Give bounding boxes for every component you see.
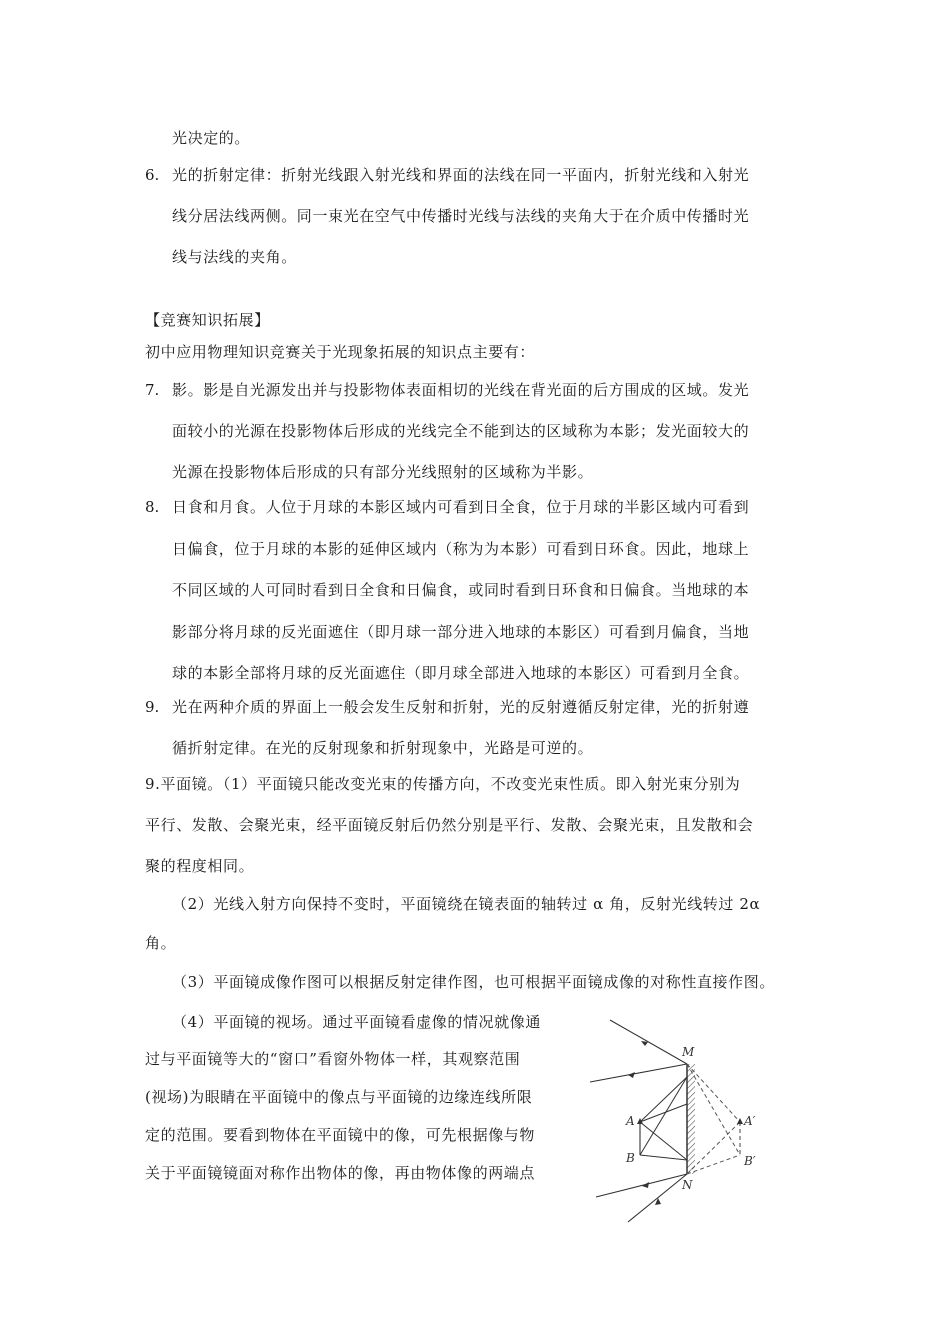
arrow-marker (641, 1041, 648, 1046)
mirror-hatching (687, 1064, 695, 1174)
item-number: 7. (145, 381, 160, 399)
mirror-line: （3）平面镜成像作图可以根据反射定律作图，也可根据平面镜成像的对称性直接作图。 (172, 973, 775, 991)
item-line: 球的本影全部将月球的反光面遮住（即月球全部进入地球的本影区）可看到月全食。 (172, 664, 750, 682)
label-m: M (682, 1045, 695, 1059)
mirror-line: 关于平面镜镜面对称作出物体的像，再由物体像的两端点 (145, 1164, 536, 1182)
item-line: 光的折射定律：折射光线跟入射光线和界面的法线在同一平面内，折射光线和入射光 (172, 166, 750, 184)
section-intro: 初中应用物理知识竞赛关于光现象拓展的知识点主要有： (145, 343, 536, 361)
item-line: 日食和月食。人位于月球的本影区域内可看到日全食，位于月球的半影区域内可看到 (172, 498, 750, 516)
item-number: 6. (145, 166, 160, 184)
mirror-line: (视场)为眼睛在平面镜中的像点与平面镜的边缘连线所限 (145, 1088, 533, 1106)
ray-line (640, 1077, 687, 1155)
label-b: B (626, 1151, 635, 1165)
item-line: 影部分将月球的反光面遮住（即月球一部分进入地球的本影区）可看到月偏食，当地 (172, 623, 750, 641)
ray-line (640, 1122, 687, 1160)
item-line: 不同区域的人可同时看到日全食和日偏食，或同时看到日环食和日偏食。当地球的本 (172, 581, 750, 599)
item-line: 光源在投影物体后形成的只有部分光线照射的区域称为半影。 (172, 463, 594, 481)
item-number: 8. (145, 498, 160, 516)
item-line: 线分居法线两侧。同一束光在空气中传播时光线与法线的夹角大于在介质中传播时光 (172, 207, 750, 225)
item-line: 循折射定律。在光的反射现象和折射现象中，光路是可逆的。 (172, 739, 594, 757)
ray-line (640, 1155, 687, 1160)
item-line: 光在两种介质的界面上一般会发生反射和折射，光的反射遵循反射定律，光的折射遵 (172, 698, 750, 716)
ray-line (640, 1104, 687, 1122)
mirror-line: （4）平面镜的视场。通过平面镜看虚像的情况就像通 (172, 1013, 541, 1031)
ray-top-in (610, 1020, 687, 1064)
mirror-line: 9.平面镜。（1）平面镜只能改变光束的传播方向，不改变光束性质。即入射光束分别为 (145, 775, 741, 793)
mirror-line: 平行、发散、会聚光束，经平面镜反射后仍然分别是平行、发散、会聚光束，且发散和会 (145, 816, 754, 834)
label-n: N (682, 1178, 693, 1192)
label-a: A (626, 1114, 635, 1128)
mirror-line: 角。 (145, 934, 177, 952)
mirror-line: （2）光线入射方向保持不变时，平面镜绕在镜表面的轴转过 α 角，反射光线转过 2α (172, 895, 761, 913)
intro-continuation: 光决定的。 (172, 129, 251, 147)
section-heading: 【竞赛知识拓展】 (145, 311, 270, 329)
item-number: 9. (145, 698, 160, 716)
label-a-prime: A′ (744, 1114, 756, 1128)
ray-top-out (590, 1064, 687, 1082)
arrow-marker (628, 1072, 635, 1078)
item-line: 日偏食，位于月球的本影的延伸区域内（称为为本影）可看到日环食。因此，地球上 (172, 540, 750, 558)
plane-mirror-diagram (588, 1012, 813, 1230)
item-line: 线与法线的夹角。 (172, 248, 297, 266)
mirror-line: 聚的程度相同。 (145, 857, 255, 875)
mirror-line: 过与平面镜等大的“窗口”看窗外物体一样，其观察范围 (145, 1050, 521, 1068)
label-b-prime: B′ (744, 1154, 756, 1168)
arrow-marker (737, 1118, 743, 1124)
item-line: 影。影是自光源发出并与投影物体表面相切的光线在背光面的后方围成的区域。发光 (172, 381, 750, 399)
mirror-line: 定的范围。要看到物体在平面镜中的像，可先根据像与物 (145, 1126, 536, 1144)
item-line: 面较小的光源在投影物体后形成的光线完全不能到达的区域称为本影；发光面较大的 (172, 422, 750, 440)
